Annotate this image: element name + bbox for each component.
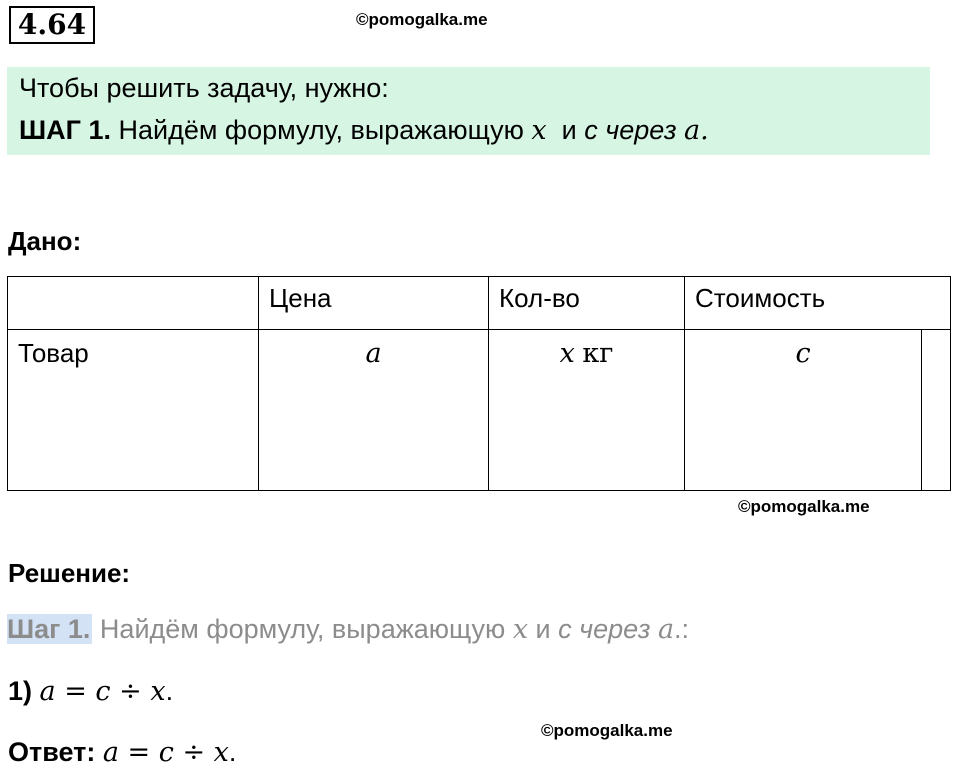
instruction-step-text: Найдём формулу, выражающую <box>110 115 532 145</box>
equation: a = c ÷ x <box>39 676 166 707</box>
table-cell <box>8 330 259 491</box>
instruction-box <box>7 67 930 155</box>
instruction-and: и <box>561 115 577 145</box>
answer-end: . <box>228 737 237 767</box>
watermark-middle: ©pomogalka.me <box>738 497 870 516</box>
answer-equation: a = c ÷ x <box>102 737 229 768</box>
cell-quantity <box>560 330 614 369</box>
table-cell <box>489 330 685 491</box>
instruction-c-through: c через <box>584 115 677 145</box>
table-cell <box>685 330 922 491</box>
given-heading: Дано: <box>8 226 82 256</box>
table-header-cell <box>489 277 685 330</box>
table-header-cell <box>259 277 489 330</box>
equation-line <box>8 676 173 707</box>
instruction-intro: Чтобы решить задачу, нужно: <box>19 73 389 103</box>
instruction-step1 <box>19 115 709 146</box>
table-header-row <box>8 277 951 330</box>
solution-and: и <box>528 614 559 644</box>
solution-heading: Решение: <box>8 558 131 588</box>
table-header-cell <box>685 277 951 330</box>
header-cost: Стоимость <box>695 283 826 313</box>
table-header-cell <box>8 277 259 330</box>
table-row <box>8 330 951 491</box>
watermark-top: ©pomogalka.me <box>356 10 488 29</box>
row-label: Товар <box>18 338 89 368</box>
equation-number: 1) <box>8 676 33 706</box>
solution-c-through: c через <box>558 614 651 644</box>
task-number: 4.64 <box>9 6 95 44</box>
table-cell <box>259 330 489 491</box>
instruction-end: . <box>700 115 709 146</box>
cell-cost: c <box>795 338 811 369</box>
solution-var-x: x <box>512 614 529 645</box>
equation-end: . <box>165 676 174 706</box>
cell-quantity-var: x <box>559 338 575 369</box>
answer-line <box>8 737 236 768</box>
solution-var-a: a <box>657 614 675 645</box>
instruction-step-label: ШАГ 1. <box>19 115 111 145</box>
instruction-var-x: x <box>531 115 547 146</box>
solution-step-text: Найдём формулу, выражающую <box>92 614 513 644</box>
instruction-var-a: a <box>684 115 701 146</box>
header-price: Цена <box>269 283 332 313</box>
cell-quantity-unit: кг <box>582 338 614 369</box>
cell-price: a <box>365 338 382 369</box>
header-quantity: Кол-во <box>499 283 580 313</box>
given-table <box>7 276 951 491</box>
solution-step1 <box>7 614 689 645</box>
solution-step-label: Шаг 1. <box>7 614 91 644</box>
answer-label: Ответ: <box>8 737 96 767</box>
table-cell <box>922 330 951 491</box>
watermark-bottom: ©pomogalka.me <box>541 721 673 740</box>
solution-step-end: .: <box>674 614 690 644</box>
